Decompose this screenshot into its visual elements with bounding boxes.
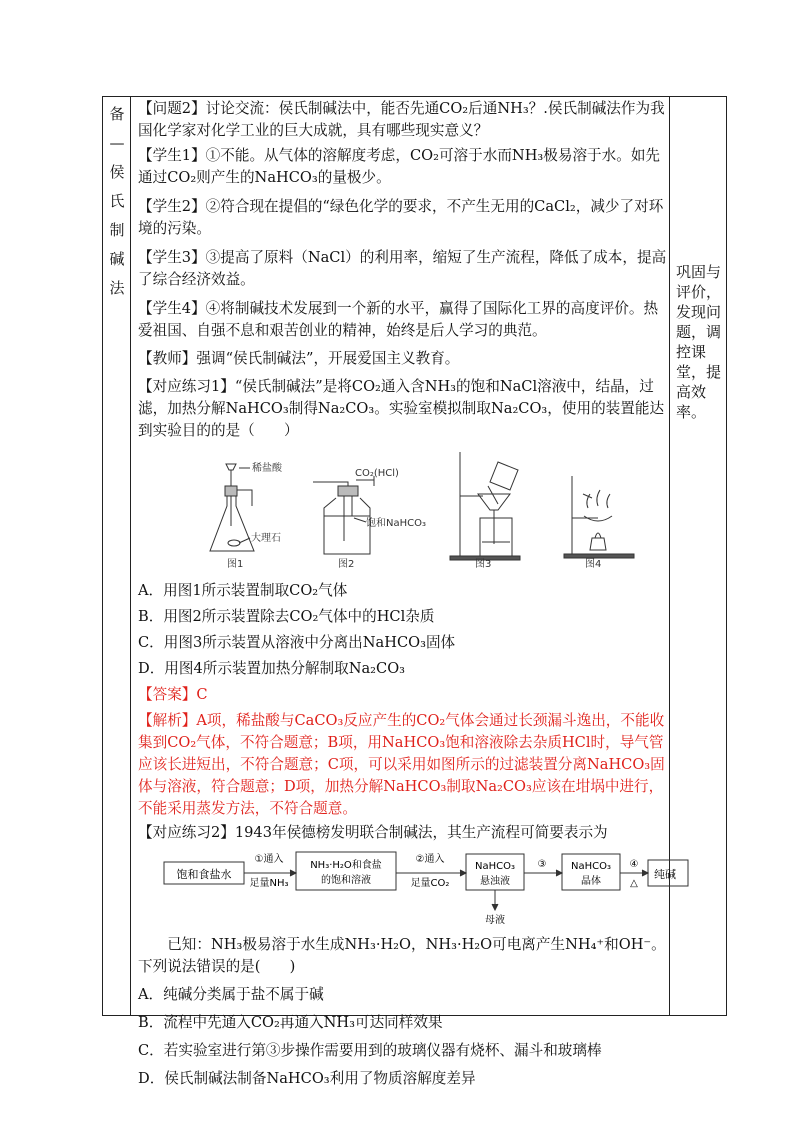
exercise-2-option-d: D．侯氏制碱法制备NaHCO₃利用了物质溶解度差异 [138,1070,476,1087]
purpose-note: 巩固与评价，发现问题，调控课堂，提高效率。 [676,263,722,421]
teacher-note: 【教师】强调“侯氏制碱法”，开展爱国主义教育。 [138,350,460,367]
section-title-vertical: 备—侯氏制碱法 [109,105,125,297]
flow-step4-bottom: △ [630,878,638,889]
figure-1-acid-label: 稀盐酸 [252,463,282,474]
figure-4-caption: 图4 [585,559,602,570]
exercise-1-answer: 【答案】C [138,686,208,703]
flow-mother-liquor-label: 母液 [485,915,505,926]
student-4-answer: 【学生4】④将制碱技术发展到一个新的水平，赢得了国际化工界的高度评价。热爱祖国、自强不息和艰苦创业的精神，始终是后人学习的典范。 [138,300,659,339]
apparatus-figures [138,446,668,574]
flow-box4-line1: NaHCO₃ [571,861,611,872]
figure-1-caption: 图1 [227,559,244,570]
exercise-1-analysis: 【解析】A项，稀盐酸与CaCO₃反应产生的CO₂气体会通过长颈漏斗逸出，不能收集到CO₂气体，不符合题意；B项，用NaHCO₃饱和溶液除去杂质HCl时，导气管应该长进短出，不符合题意；C项，可以采用如图所示的过滤装置分离NaHCO₃固体与溶液，符合题意；D项，加热分解NaHCO₃制取Na₂CO₃应该在坩埚中进行，不能采用蒸发方法，不符合题意。 [138,712,665,817]
flow-box2-line2: 的饱和溶液 [321,875,371,886]
exercise-2-option-c: C．若实验室进行第③步操作需要用到的玻璃仪器有烧杯、漏斗和玻璃棒 [138,1042,602,1059]
flow-step3-label: ③ [537,859,547,870]
figure-2-gas-label: CO₂(HCl) [355,468,399,479]
figure-3-filtration [450,452,520,560]
exercise-2-known: 已知：NH₃极易溶于水生成NH₃·H₂O，NH₃·H₂O可电离产生NH₄⁺和OH⁻。下列说法错误的是( ) [138,936,666,975]
exercise-2-option-b: B．流程中先通入CO₂再通入NH₃可达同样效果 [138,1014,443,1031]
figure-2-solution-label: 饱和NaHCO₃ [366,518,426,529]
exercise-1-option-c: C．用图3所示装置从溶液中分离出NaHCO₃固体 [138,634,456,651]
figure-1-marble-label: 大理石 [251,533,281,544]
exercise-1-stem: 【对应练习1】“侯氏制碱法”是将CO₂通入含NH₃的饱和NaCl溶液中，结晶，过滤，加热分解NaHCO₃制得Na₂CO₃。实验室模拟制取Na₂CO₃，使用的装置能达到实验目的的是（ ） [138,378,665,439]
process-flow-svg [138,848,676,928]
exercise-2-option-a: A．纯碱分类属于盐不属于碱 [138,986,324,1003]
apparatus-svg [138,446,668,574]
student-1-answer: 【学生1】①不能。从气体的溶解度考虑，CO₂可溶于水而NH₃极易溶于水。如先通过CO₂则产生的NaHCO₃的量极少。 [138,147,661,186]
figure-2-gas-washer [313,476,374,554]
exercise-1-option-a: A．用图1所示装置制取CO₂气体 [138,582,348,599]
question-2: 【问题2】讨论交流：侯氏制碱法中，能否先通CO₂后通NH₃？.侯氏制碱法作为我国化学家对化学工业的巨大成就，具有哪些现实意义？ [138,100,665,139]
flow-step2-top: ②通入 [415,854,445,865]
exercise-1-option-b: B．用图2所示装置除去CO₂气体中的HCl杂质 [138,608,435,625]
exercise-1-option-d: D．用图4所示装置加热分解制取Na₂CO₃ [138,660,406,677]
flow-step2-bottom: 足量CO₂ [410,878,450,889]
flow-soda-label: 纯碱 [654,868,676,881]
flow-box2-line1: NH₃·H₂O和食盐 [310,860,382,871]
student-3-answer: 【学生3】③提高了原料（NaCl）的利用率，缩短了生产流程，降低了成本，提高了综合经济效益。 [138,249,667,288]
column-divider-left [130,97,131,1015]
flow-step1-bottom: 足量NH₃ [249,878,289,889]
figure-1-gas-generator [210,464,254,551]
lesson-content [138,98,676,1090]
figure-2-caption: 图2 [338,559,355,570]
flow-box3-line2: 悬浊液 [480,876,510,887]
exercise-2-stem: 【对应练习2】1943年侯德榜发明联合制碱法，其生产流程可简要表示为 [138,824,608,841]
student-2-answer: 【学生2】②符合现在提倡的“绿色化学的要求，不产生无用的CaCl₂，减少了对环境的污染。 [138,198,664,237]
process-flow-diagram [138,848,676,928]
figure-4-evaporation [564,476,634,558]
flow-step1-top: ①通入 [254,854,284,865]
flow-step4-top: ④ [629,859,639,870]
flow-box4-line2: 晶体 [581,876,601,887]
figure-3-caption: 图3 [475,559,492,570]
flow-box3-line1: NaHCO₃ [475,861,515,872]
flow-brine-label: 饱和食盐水 [176,868,232,881]
